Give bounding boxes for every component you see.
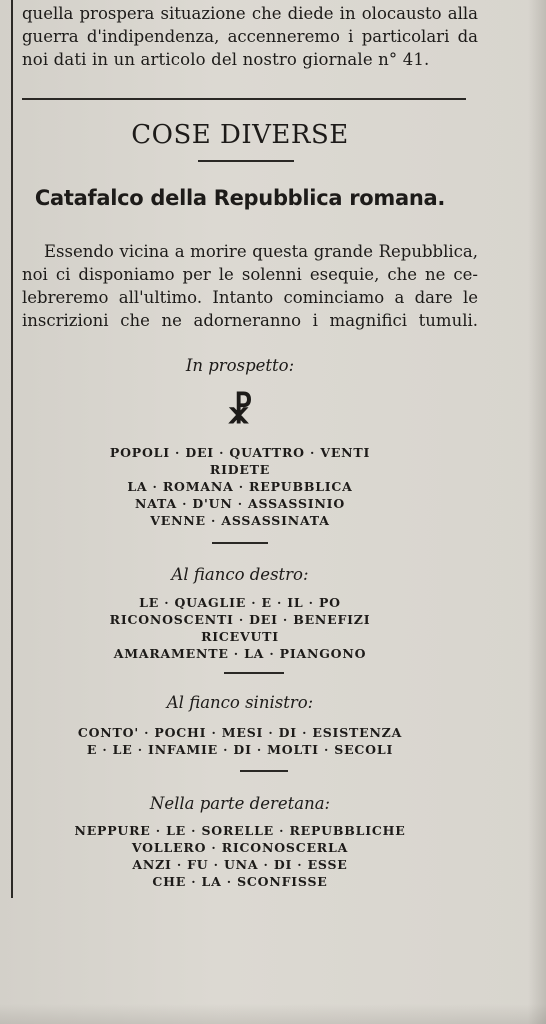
paragraph-line: lebreremo all'ultimo. Intanto cominciamo a dare le (22, 288, 478, 307)
paragraph-line: inscrizioni che ne adorneranno i magnifici tumuli. (22, 311, 478, 330)
title-underline (198, 160, 294, 162)
paragraph-line: quella prospera situazione che diede in olocausto alla (22, 4, 478, 23)
inscription-line: CONTO' · POCHI · MESI · DI · ESISTENZA (77, 725, 403, 740)
inscription-line: RIDETE (209, 462, 271, 477)
inscription-line: VOLLERO · RICONOSCERLA (131, 840, 349, 855)
section-title: COSE DIVERSE (131, 120, 349, 150)
divider (224, 672, 284, 674)
paragraph-line: guerra d'indipendenza, accenneremo i particolari da (22, 27, 478, 46)
section-divider (22, 98, 466, 100)
inscription-line: CHE · LA · SCONFISSE (152, 874, 328, 889)
inscription-text (0, 822, 480, 890)
inscription-line: NATA · D'UN · ASSASSINIO (134, 496, 346, 511)
chi-rho-icon: ☧ (226, 392, 254, 432)
inscription-text (0, 594, 480, 662)
intro-paragraph (22, 240, 478, 332)
inscription-line: E · LE · INFAMIE · DI · MOLTI · SECOLI (86, 742, 394, 757)
inscription-line: RICONOSCENTI · DEI · BENEFIZI (109, 612, 371, 627)
inscription-text (0, 724, 480, 758)
page-shadow (0, 1004, 546, 1024)
divider (240, 770, 288, 772)
inscription-line: LA · ROMANA · REPUBBLICA (127, 479, 353, 494)
inscription-line: RICEVUTI (201, 629, 279, 644)
inscription-heading: Al fianco destro: (171, 565, 309, 584)
inscription-line: POPOLI · DEI · QUATTRO · VENTI (109, 445, 371, 460)
inscription-line: ANZI · FU · UNA · DI · ESSE (132, 857, 348, 872)
inscription-line: VENNE · ASSASSINATA (150, 513, 330, 528)
divider (212, 542, 268, 544)
paragraph-line: noi dati in un articolo del nostro giornale n° 41. (22, 50, 430, 69)
inscription-line: AMARAMENTE · LA · PIANGONO (113, 646, 367, 661)
inscription-line: LE · QUAGLIE · E · IL · PO (139, 595, 341, 610)
top-paragraph (22, 2, 478, 71)
paragraph-line: Essendo vicina a morire questa grande Repubblica, (44, 242, 478, 261)
inscription-heading: In prospetto: (185, 356, 295, 375)
inscription-line: NEPPURE · LE · SORELLE · REPUBBLICHE (74, 823, 406, 838)
inscription-heading: Nella parte deretana: (149, 794, 331, 813)
inscription-heading: Al fianco sinistro: (166, 693, 314, 712)
inscription-text (0, 444, 480, 529)
page-shadow (528, 0, 546, 1024)
article-title: Catafalco della Repubblica romana. (34, 186, 446, 210)
paragraph-line: noi ci disponiamo per le solenni esequie, che ne ce- (22, 265, 478, 284)
